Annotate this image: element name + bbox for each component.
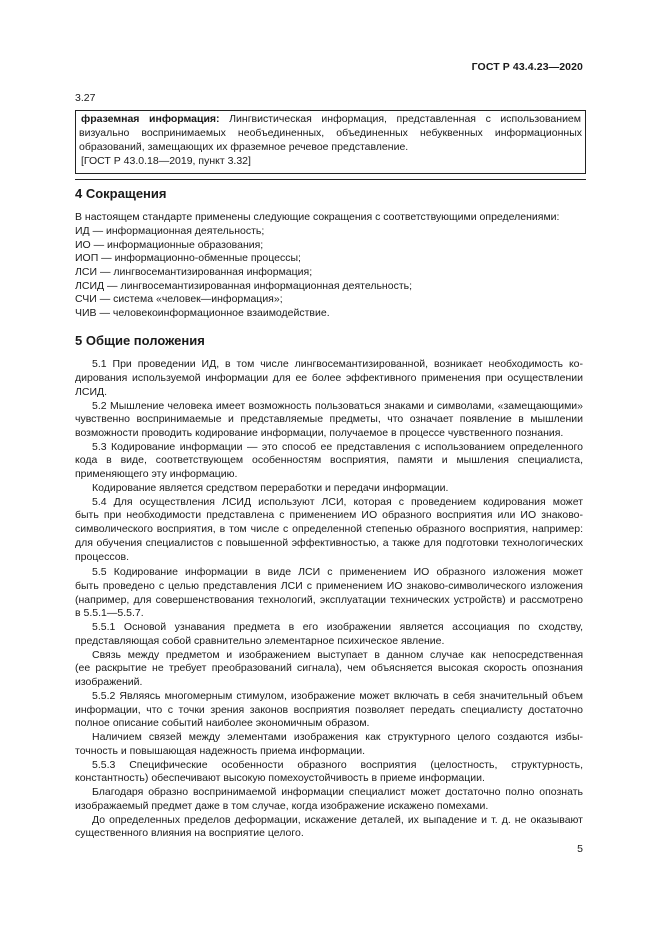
body-line: До определенных пределов деформации, искажение деталей, их выпадение и т. д. не оказывают <box>92 814 583 826</box>
body-line: изображений. <box>75 676 143 688</box>
body-line: 5.2 Мышление человека имеет возможность пользоваться знаками и символами, «замещающими» <box>92 400 583 412</box>
body-line: 5.3 Кодирование информации — это способ ее представления с использованием определенного <box>92 441 583 453</box>
body-line: дирования используемой информации для ее более эффективного применения при осуществлении <box>75 372 583 384</box>
body-line: кода в виде, соответствующем особенностям восприятия, памяти и мышления специалиста, <box>75 454 583 466</box>
body-line: Благодаря образно воспринимаемой информации специалист может достаточно полно опознать <box>92 786 583 798</box>
term-line-1 <box>81 113 581 127</box>
term-name: фраземная информация: <box>81 113 220 125</box>
body-line: возможности проводить кодирование информации, получаемое в процессе чувственного познания. <box>75 427 564 439</box>
section-4-intro: В настоящем стандарте применены следующие сокращения с соответствующими определениями: <box>75 211 560 223</box>
term-line-2: визуально воспринимаемых необъединенных, объединенных небуквенных информационных <box>79 127 582 139</box>
body-line: применяющего эту информацию. <box>75 468 238 480</box>
body-line: константность) обеспечивают высокую помехоустойчивость в приеме информации. <box>75 772 485 784</box>
abbreviation-item: СЧИ — система «человек—информация»; <box>75 293 283 305</box>
body-line: существенного влияния на восприятие целого. <box>75 827 304 839</box>
section-4-title: 4 Сокращения <box>75 186 167 201</box>
body-line: ЛСИД. <box>75 386 108 398</box>
body-line: 5.5.3 Специфические особенности образного восприятия (целостность, структурность, <box>92 759 583 771</box>
abbreviation-item: ЧИВ — человекоинформационное взаимодействие. <box>75 307 330 319</box>
body-line: полное описание событий наиболее экономичным образом. <box>75 717 370 729</box>
term-source: [ГОСТ Р 43.0.18—2019, пункт 3.32] <box>81 155 251 167</box>
term-definition-box <box>75 110 586 174</box>
body-line: 5.4 Для осуществления ЛСИД используют ЛСИ, которая с проведением кодирования может <box>92 496 583 508</box>
body-line: (например, для совершенствования технологий, эксплуатации технических устройств) и рассмотрено <box>75 594 583 606</box>
body-line: Кодирование является средством переработки и передачи информации. <box>92 482 449 494</box>
body-line: (ее раскрытие не требует преобразований сигнала), чем объясняется высокая скорость опознания <box>75 662 583 674</box>
body-line: точность и повышающая надежность приема информации. <box>75 745 366 757</box>
standard-header: ГОСТ Р 43.4.23—2020 <box>471 61 583 73</box>
body-line: Наличием связей между элементами изображения как структурного целого создаются избы- <box>92 731 583 743</box>
body-line: 5.1 При проведении ИД, в том числе лингвосемантизированной, возникает необходимость ко- <box>92 358 583 370</box>
body-line: 5.5 Кодирование информации в виде ЛСИ с применением ИО образного изложения может <box>92 566 583 578</box>
body-line: символического восприятия, в том числе с определенной степенью образного восприятия, например: <box>75 523 583 535</box>
section-5-title: 5 Общие положения <box>75 333 205 348</box>
body-line: представляющая собой сравнительно элементарное психическое явление. <box>75 635 445 647</box>
body-line: Связь между предметом и изображением выступает в данном случае как непосредственная <box>92 649 583 661</box>
body-line: изображаемый предмет даже в том случае, когда изображение искажено помехами. <box>75 800 489 812</box>
body-line: 5.5.2 Являясь многомерным стимулом, изображение может включать в себя значительный объем <box>92 690 583 702</box>
body-line: информации, что с точки зрения законов восприятия позволяет передать специалисту достаточно <box>75 704 583 716</box>
body-line: в 5.5.1—5.5.7. <box>75 607 144 619</box>
page-number: 5 <box>577 843 583 855</box>
body-line: чувственно воспринимаемые и представляемые предметы, что означает появление в мышлении <box>75 413 583 425</box>
abbreviation-item: ИД — информационная деятельность; <box>75 225 265 237</box>
body-line: быть проведено с целью представления ЛСИ с применением ИО знаково-символического изложения <box>75 580 583 592</box>
body-line: быть при необходимости представлена с применением ИО образного восприятия или ИО знаково- <box>75 509 583 521</box>
abbreviation-item: ЛСИ — лингвосемантизированная информация; <box>75 266 313 278</box>
abbreviation-item: ИО — информационные образования; <box>75 239 264 251</box>
term-line-3: образований, замещающих их фраземное речевое представление. <box>79 141 409 153</box>
body-line: для обучения специалистов с повышенной эффективностью, а также для подготовки технологических <box>75 537 583 549</box>
abbreviation-item: ИОП — информационно-обменные процессы; <box>75 252 301 264</box>
term-number: 3.27 <box>75 92 96 104</box>
term-line-1-rest: Лингвистическая информация, представленная с использованием <box>219 113 581 125</box>
body-line: 5.5.1 Основой узнавания предмета в его изображении является ассоциация по сходству, <box>92 621 583 633</box>
section-divider <box>75 179 586 180</box>
body-line: процессов. <box>75 551 130 563</box>
abbreviation-item: ЛСИД — лингвосемантизированная информационная деятельность; <box>75 280 413 292</box>
